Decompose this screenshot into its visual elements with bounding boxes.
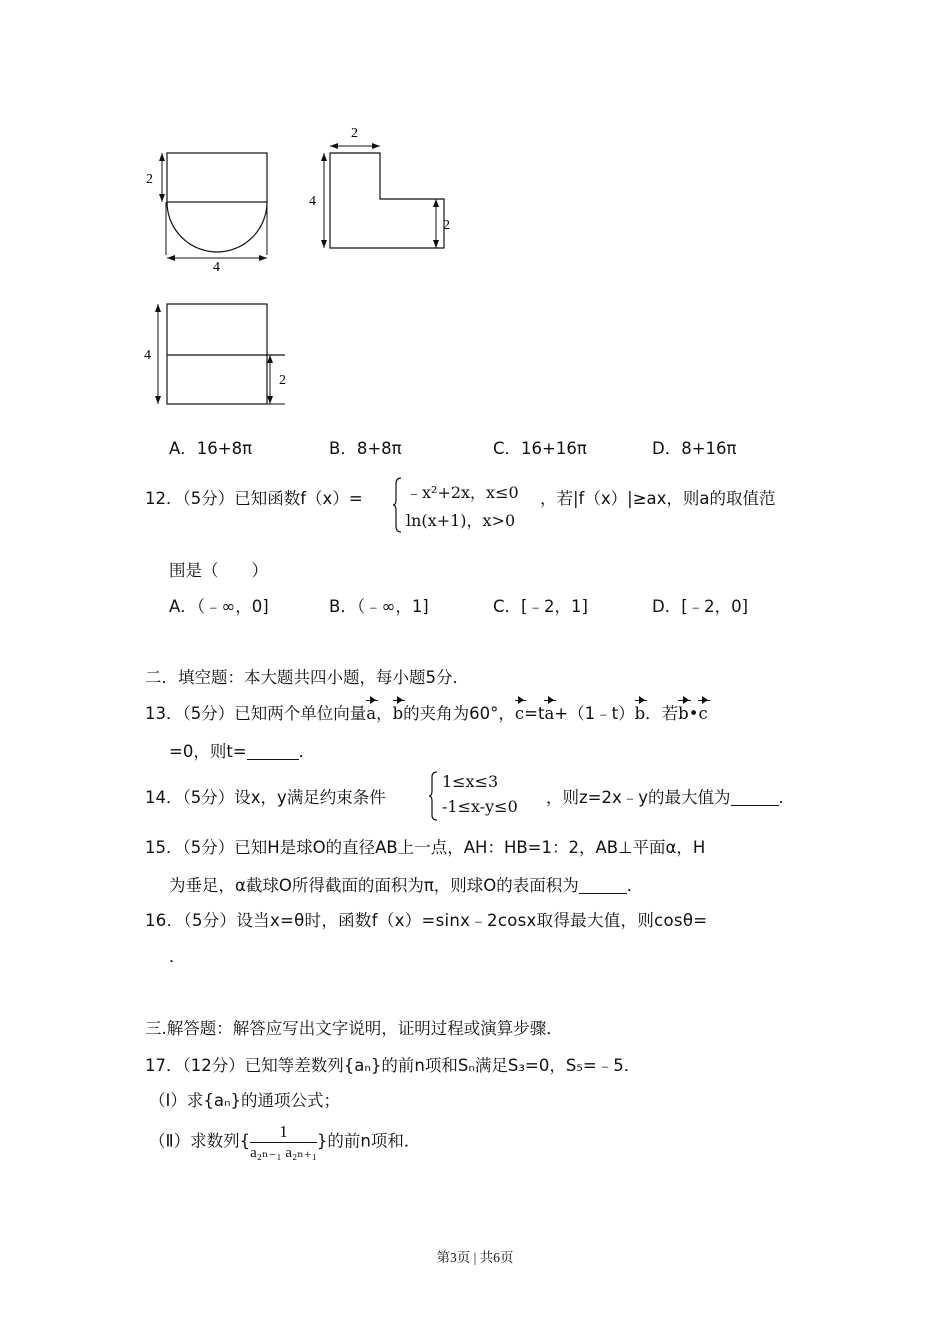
q15-line2 (169, 872, 643, 896)
brace-icon (392, 476, 402, 534)
brace-icon (428, 770, 438, 822)
q13-eq: =t (524, 704, 545, 723)
q16-line2: ． (169, 947, 186, 966)
q12-option-c: C．[﹣2，1] (493, 597, 588, 616)
q12-stem-prefix: 12．（5分）已知函数f（x）= (145, 489, 363, 508)
q16-line1: 16．（5分）设当x=θ时，函数f（x）=sinx﹣2cosx取得最大值，则cosθ= (145, 911, 708, 930)
q17-part1: （Ⅰ）求{aₙ}的通项公式； (149, 1091, 341, 1110)
q12-stem-line2: 围是（ ） (169, 561, 268, 580)
q17-fraction (250, 1122, 317, 1162)
answer-blank[interactable] (579, 878, 627, 894)
q12-option-b: B．（﹣∞，1] (329, 597, 429, 616)
side-top-label: 2 (351, 126, 358, 141)
vector-c: c (514, 704, 525, 723)
q14-stem-prefix: 14．（5分）设x，y满足约束条件 (145, 788, 386, 807)
front-width-label: 4 (213, 260, 220, 275)
vector-a-2: a (544, 704, 555, 723)
q13-text-3: ．若 (645, 704, 679, 723)
q14-text-suffix: ，则z=2x﹣y的最大值为 (546, 788, 731, 807)
q15-end: ． (626, 876, 644, 895)
vector-b-2: b (634, 704, 646, 723)
q13-end: ． (298, 742, 316, 761)
fraction-denominator: a₂ₙ₋₁ a₂ₙ₊₁ (250, 1145, 317, 1161)
side-right-label: 2 (443, 218, 450, 233)
vector-c-2: c (698, 704, 708, 723)
q11-option-d: D．8+16π (652, 439, 737, 458)
q13-line2 (169, 738, 315, 762)
top-view-figure (140, 300, 300, 410)
q17-part2 (149, 1122, 420, 1162)
vector-b: b (392, 704, 404, 723)
q17-part2-prefix: （Ⅱ）求数列{ (149, 1131, 251, 1151)
q14-case-1: 1≤x≤3 (442, 772, 499, 791)
q12-piecewise (392, 476, 552, 536)
answer-blank[interactable] (731, 790, 779, 806)
q15-line1: 15．（5分）已知H是球O的直径AB上一点，AH：HB=1：2，AB⊥平面α，H (145, 838, 706, 857)
q12-option-a: A．（﹣∞，0] (169, 597, 269, 616)
q12-case-1: ﹣x²+2x，x≤0 (406, 483, 519, 502)
q13-plus: +（1﹣t） (554, 704, 635, 723)
q14-stem-suffix (546, 784, 795, 808)
q17-line1: 17．（12分）已知等差数列{aₙ}的前n项和Sₙ满足S₃=0，S₅=﹣5． (145, 1056, 641, 1075)
vector-b-3: b (678, 704, 689, 723)
q13-text-2: 的夹角为60°， (403, 704, 515, 723)
q14-case-2: -1≤x-y≤0 (442, 797, 518, 816)
front-view-figure (140, 140, 280, 275)
front-height-label: 2 (146, 172, 153, 187)
side-height-label: 4 (309, 194, 316, 209)
q13-comma: ， (376, 704, 393, 723)
answer-blank[interactable] (247, 744, 299, 760)
q11-option-b: B．8+8π (329, 439, 402, 458)
q13-line1 (145, 700, 708, 724)
q15-text-2: 为垂足，α截球O所得截面的面积为π，则球O的表面积为 (169, 876, 579, 895)
q13-text-1: 13．（5分）已知两个单位向量 (145, 704, 367, 723)
q12-case-2: ln(x+1)，x>0 (406, 511, 516, 530)
page-footer: 第3页 | 共6页 (436, 1250, 514, 1265)
q11-option-a: A．16+8π (169, 439, 253, 458)
section-2-heading: 二．填空题：本大题共四小题，每小题5分． (145, 668, 469, 687)
top-right-label: 2 (279, 373, 286, 388)
vector-a: a (366, 704, 377, 723)
q12-option-d: D．[﹣2，0] (652, 597, 749, 616)
q12-stem-suffix: ，若|f（x）|≥ax，则a的取值范 (540, 489, 776, 508)
q14-end: ． (778, 788, 796, 807)
q11-option-c: C．16+16π (493, 439, 587, 458)
q17-part2-suffix: }的前n项和． (316, 1131, 421, 1151)
q13-text-4: =0，则t= (169, 742, 247, 761)
q13-dot: • (688, 704, 699, 723)
fraction-numerator: 1 (250, 1122, 317, 1143)
side-view-figure (300, 120, 460, 255)
q14-system (428, 770, 553, 822)
section-3-heading: 三.解答题：解答应写出文字说明，证明过程或演算步骤． (145, 1019, 563, 1038)
top-height-label: 4 (144, 348, 151, 363)
